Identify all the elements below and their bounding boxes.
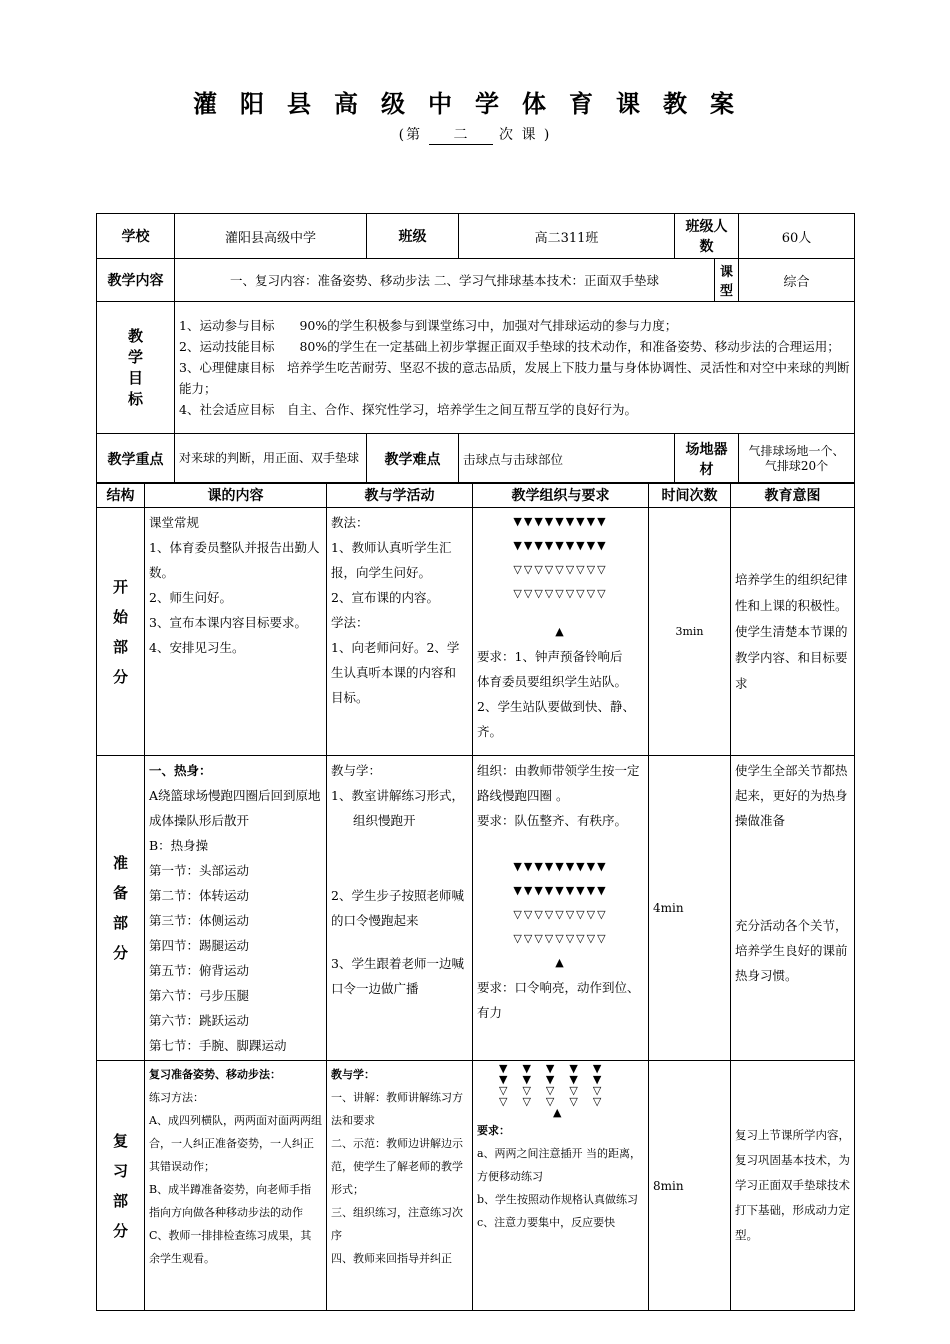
formation-row: ▼▼▼▼▼▼▼▼▼: [513, 860, 608, 873]
class-value: 高二311班: [459, 214, 675, 259]
teacher-marker: ▲: [555, 956, 566, 969]
lesson-table: [96, 482, 855, 1311]
goal-item: 3、心理健康目标 培养学生吃苦耐劳、坚忍不拔的意志品质，发展上下肢力量与身体协调性、灵活性和对空中来球的判断能力；: [179, 360, 850, 396]
formation-row: ▼▼▼▼▼▼▼▼▼: [513, 515, 608, 528]
school-value: 灌阳县高级中学: [175, 214, 367, 259]
section-label-start: 开 始 部 分: [97, 508, 145, 756]
goal-item: 2、运动技能目标 80%的学生在一定基础上初步掌握正面双手垫球的技术动作，和准备姿势、移动步法的合理运用；: [179, 339, 840, 354]
teacher-marker: ▲: [553, 1106, 564, 1119]
col-intent: 教育意图: [731, 483, 855, 508]
prep-time: 4min: [649, 756, 731, 1061]
formation-row: ▽ ▽ ▽ ▽ ▽: [499, 1095, 604, 1108]
count-value: 60人: [739, 214, 855, 259]
difficulty-value: 击球点与击球部位: [459, 434, 675, 484]
content-label: 教学内容: [97, 259, 175, 302]
col-activity: 教与学活动: [327, 483, 473, 508]
type-label: 课型: [715, 259, 739, 302]
goal-label: 教 学 目 标: [97, 302, 175, 434]
review-activity: 教与学： 一、讲解：教师讲解练习方法和要求 二、示范：教师边讲解边示范，使学生了解老师的教学形式； 三、组织练习，注意练习次序 四、教师来回指导并纠正: [327, 1061, 473, 1311]
prep-content: 一、热身： A绕篮球场慢跑四圈后回到原地成体操队形后散开 B：热身操 第一节：头部运动 第二节：体转运动 第三节：体侧运动 第四节：踢腿运动 第五节：俯背运动 第六节：弓步压腿 第六节：跳跃运动 第七节：手腕、脚踝运动: [145, 756, 327, 1061]
col-time: 时间次数: [649, 483, 731, 508]
col-organization: 教学组织与要求: [473, 483, 649, 508]
goal-item: 4、社会适应目标 自主、合作、探究性学习，培养学生之间互帮互学的良好行为。: [179, 402, 637, 417]
col-structure: 结构: [97, 483, 145, 508]
goal-item: 1、运动参与目标 90%的学生积极参与到课堂练习中，加强对气排球运动的参与力度；: [179, 318, 678, 333]
formation-row: ▽▽▽▽▽▽▽▽▽: [513, 587, 608, 600]
prep-intent: 使学生全部关节都热起来，更好的为热身操做准备 充分活动各个关节，培养学生良好的课前热身习惯。: [731, 756, 855, 1061]
section-label-prep: 准 备 部 分: [97, 756, 145, 1061]
school-label: 学校: [97, 214, 175, 259]
equipment-value: 气排球场地一个、气排球20个: [739, 434, 855, 484]
start-activity: 教法： 1、教师认真听学生汇报，向学生问好。 2、宣布课的内容。 学法： 1、向老师问好。2、学生认真听本课的内容和目标。: [327, 508, 473, 756]
formation-row: ▼ ▼ ▼ ▼ ▼: [499, 1062, 604, 1075]
review-time: 8min: [649, 1061, 731, 1311]
type-value: 综合: [739, 259, 855, 302]
formation-row: ▽▽▽▽▽▽▽▽▽: [513, 908, 608, 921]
lesson-number-value: 二: [429, 124, 493, 145]
count-label: 班级人数: [675, 214, 739, 259]
section-label-review: 复 习 部 分: [97, 1061, 145, 1311]
start-content: 课堂常规 1、体育委员整队并报告出勤人数。 2、师生问好。 3、宣布本课内容目标要求。 4、安排见习生。: [145, 508, 327, 756]
formation-row: ▽▽▽▽▽▽▽▽▽: [513, 932, 608, 945]
info-table: [96, 213, 855, 484]
difficulty-label: 教学难点: [367, 434, 459, 484]
prep-organization: 组织：由教师带领学生按一定路线慢跑四圈 。 要求：队伍整齐、有秩序。 ▼▼▼▼▼▼▼▼▼ ▼▼▼▼▼▼▼▼▼ ▽▽▽▽▽▽▽▽▽ ▽▽▽▽▽▽▽▽▽ ▲ 要求：口令响亮，动作到位、有力: [473, 756, 649, 1061]
formation-row: ▽▽▽▽▽▽▽▽▽: [513, 563, 608, 576]
teacher-marker: ▲: [555, 625, 566, 638]
key-value: 对来球的判断，用正面、双手垫球: [175, 434, 367, 484]
review-content: 复习准备姿势、移动步法： 练习方法： A、成四列横队，两两面对面两两组合，一人纠正准备姿势，一人纠正其错误动作； B、成半蹲准备姿势，向老师手指指向方向做各种移动步法的动作 C、教师一排排检查练习成果，其余学生观看。: [145, 1061, 327, 1311]
formation-row: ▽ ▽ ▽ ▽ ▽: [499, 1084, 604, 1097]
content-value: 一、复习内容：准备姿势、移动步法 二、学习气排球基本技术：正面双手垫球: [175, 259, 715, 302]
formation-row: ▼▼▼▼▼▼▼▼▼: [513, 884, 608, 897]
start-time: 3min: [649, 508, 731, 756]
page-title: 灌阳县高级中学体育课教案: [193, 89, 757, 118]
class-label: 班级: [367, 214, 459, 259]
review-intent: 复习上节课所学内容，复习巩固基本技术，为学习正面双手垫球技术打下基础，形成动力定型。: [731, 1061, 855, 1311]
key-label: 教学重点: [97, 434, 175, 484]
review-organization: ▼ ▼ ▼ ▼ ▼ ▼ ▼ ▼ ▼ ▼ ▽ ▽ ▽ ▽ ▽ ▽ ▽ ▽ ▽ ▽ ▲ 要求： a、两两之间注意插开 当的距离，方便移动练习 b、学生按照动作规格认真做练习 c、注意力要集中，反应要快: [473, 1061, 649, 1311]
equipment-label: 场地器材: [675, 434, 739, 484]
formation-row: ▼ ▼ ▼ ▼ ▼: [499, 1073, 604, 1086]
formation-row: ▼▼▼▼▼▼▼▼▼: [513, 539, 608, 552]
start-intent: 培养学生的组织纪律性和上课的积极性。使学生清楚本节课的教学内容、和目标要求: [731, 508, 855, 756]
start-organization: ▼▼▼▼▼▼▼▼▼ ▼▼▼▼▼▼▼▼▼ ▽▽▽▽▽▽▽▽▽ ▽▽▽▽▽▽▽▽▽ ▲ 要求：1、钟声预备铃响后 体育委员要组织学生站队。 2、学生站队要做到快、静、齐。: [473, 508, 649, 756]
goal-list: [175, 302, 855, 434]
lesson-number: (第 二 次 课 ): [0, 124, 950, 145]
prep-activity: 教与学： 1、教室讲解练习形式， 组织慢跑开 2、学生步子按照老师喊的口令慢跑起来 3、学生跟着老师一边喊口令一边做广播: [327, 756, 473, 1061]
col-content: 课的内容: [145, 483, 327, 508]
